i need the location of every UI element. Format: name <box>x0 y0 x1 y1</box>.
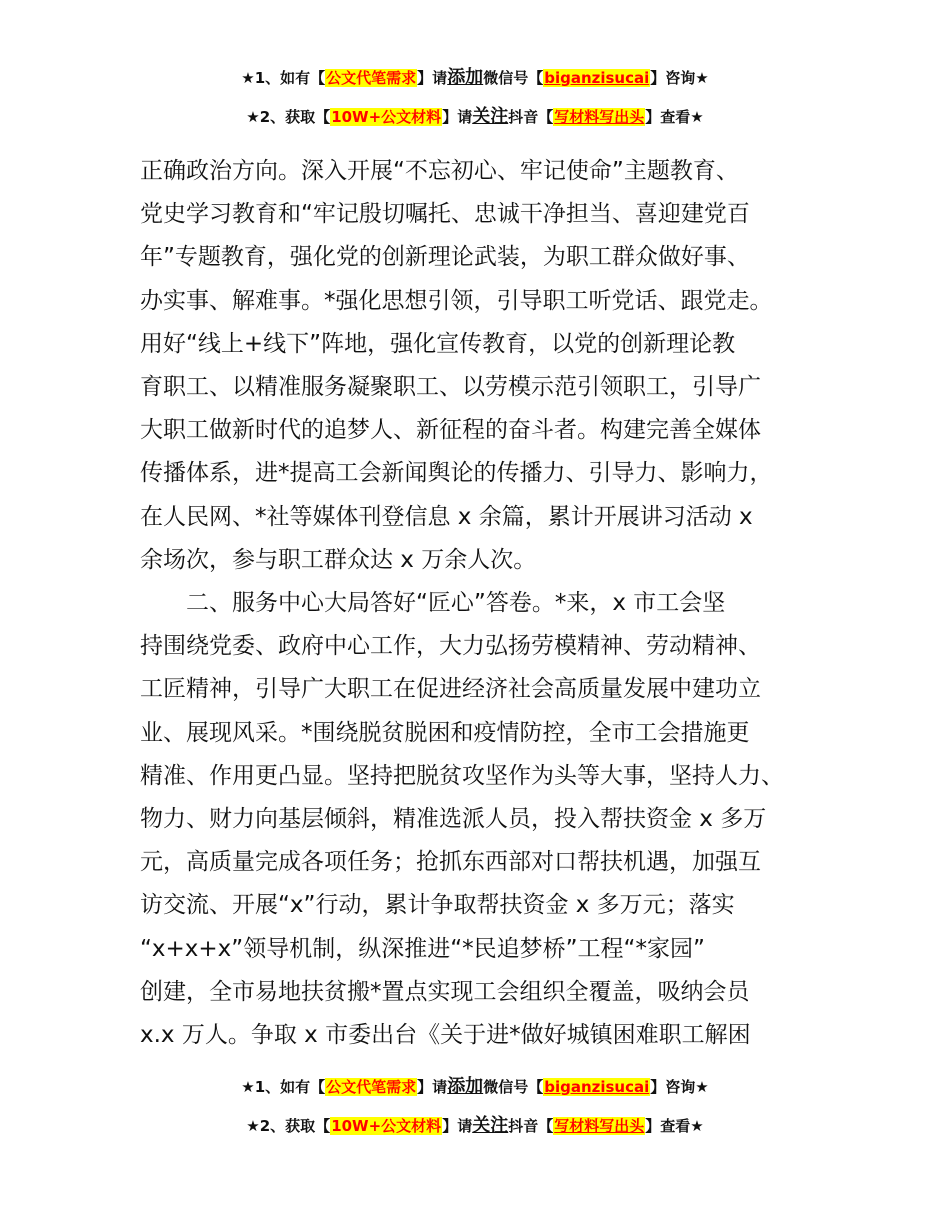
header-line-2-highlight: 10W+公文材料 <box>331 108 442 126</box>
douyin-name-link[interactable]: 写材料写出头 <box>554 108 645 126</box>
body-line: 育职工、以精准服务凝聚职工、以劳模示范引领职工，引导广 <box>140 374 761 401</box>
body-line: 大职工做新时代的追梦人、新征程的奋斗者。构建完善全媒体 <box>140 417 761 444</box>
header-line-2-emph: 关注 <box>472 106 509 127</box>
header-line-1-mid1: 】请 <box>417 69 448 87</box>
body-line-section-heading: 二、服务中心大局答好“匠心”答卷。*来，x 市工会坚 <box>186 590 726 617</box>
footer-line-2 <box>0 1116 950 1136</box>
footer-line-1-mid2: 微信号【 <box>483 1078 544 1096</box>
body-line: 业、展现风采。*围绕脱贫脱困和疫情防控，全市工会措施更 <box>140 719 750 746</box>
header-line-1-emph: 添加 <box>447 67 484 88</box>
footer-line-1-suffix: 】咨询★ <box>650 1078 709 1096</box>
body-line: 年”专题教育，强化党的创新理论武装，为职工群众做好事、 <box>140 244 750 271</box>
footer-line-2-highlight: 10W+公文材料 <box>331 1117 442 1135</box>
footer-line-2-emph: 关注 <box>472 1115 509 1136</box>
body-line: 创建，全市易地扶贫搬*置点实现工会组织全覆盖，吸纳会员 <box>140 978 750 1005</box>
header-line-2-mid1: 】请 <box>442 108 473 126</box>
body-line: 元，高质量完成各项任务；抢抓东西部对口帮扶机遇，加强互 <box>140 849 761 876</box>
body-line: 访交流、开展“x”行动，累计争取帮扶资金 x 多万元；落实 <box>140 892 735 919</box>
body-line: 在人民网、*社等媒体刊登信息 x 余篇，累计开展讲习活动 x <box>140 503 753 530</box>
body-line: “x+x+x”领导机制，纵深推进“*民追梦桥”工程“*家园” <box>140 935 705 962</box>
body-line: 余场次，参与职工群众达 x 万余人次。 <box>140 546 537 573</box>
header-line-2 <box>0 107 950 127</box>
body-line: 党史学习教育和“牢记殷切嘱托、忠诚干净担当、喜迎建党百 <box>140 201 750 228</box>
footer-line-2-prefix: ★2、获取【 <box>246 1117 331 1135</box>
header-line-1-suffix: 】咨询★ <box>650 69 709 87</box>
footer-line-1 <box>0 1077 950 1097</box>
header-line-2-suffix: 】查看★ <box>645 108 704 126</box>
header-line-1-prefix: ★1、如有【 <box>241 69 326 87</box>
header-line-2-mid2: 抖音【 <box>508 108 554 126</box>
document-body <box>140 150 830 1057</box>
body-line: 正确政治方向。深入开展“不忘初心、牢记使命”主题教育、 <box>140 158 739 184</box>
footer-line-1-emph: 添加 <box>447 1076 484 1097</box>
footer-line-1-highlight: 公文代笔需求 <box>326 1078 417 1096</box>
body-line: 办实事、解难事。*强化思想引领，引导职工听党话、跟党走。 <box>140 287 773 314</box>
body-line: 持围绕党委、政府中心工作，大力弘扬劳模精神、劳动精神、 <box>140 633 761 660</box>
header-line-1 <box>0 68 950 88</box>
header-line-1-highlight: 公文代笔需求 <box>326 69 417 87</box>
header-line-1-mid2: 微信号【 <box>483 69 544 87</box>
footer-line-2-suffix: 】查看★ <box>645 1117 704 1135</box>
header-line-2-prefix: ★2、获取【 <box>246 108 331 126</box>
footer-line-2-mid1: 】请 <box>442 1117 473 1135</box>
body-line: 精准、作用更凸显。坚持把脱贫攻坚作为头等大事，坚持人力、 <box>140 762 784 789</box>
footer-douyin-name-link[interactable]: 写材料写出头 <box>554 1117 645 1135</box>
body-line: 物力、财力向基层倾斜，精准选派人员，投入帮扶资金 x 多万 <box>140 806 767 833</box>
footer-line-1-prefix: ★1、如有【 <box>241 1078 326 1096</box>
body-line: 工匠精神，引导广大职工在促进经济社会高质量发展中建功立 <box>140 676 761 703</box>
body-line: x.x 万人。争取 x 市委出台《关于进*做好城镇困难职工解困 <box>140 1022 751 1049</box>
body-line: 传播体系，进*提高工会新闻舆论的传播力、引导力、影响力， <box>140 460 773 487</box>
body-line: 用好“线上+线下”阵地，强化宣传教育，以党的创新理论教 <box>140 330 736 357</box>
footer-wechat-id-link[interactable]: biganzisucai <box>544 1078 650 1096</box>
wechat-id-link[interactable]: biganzisucai <box>544 69 650 87</box>
footer-line-1-mid1: 】请 <box>417 1078 448 1096</box>
footer-line-2-mid2: 抖音【 <box>508 1117 554 1135</box>
